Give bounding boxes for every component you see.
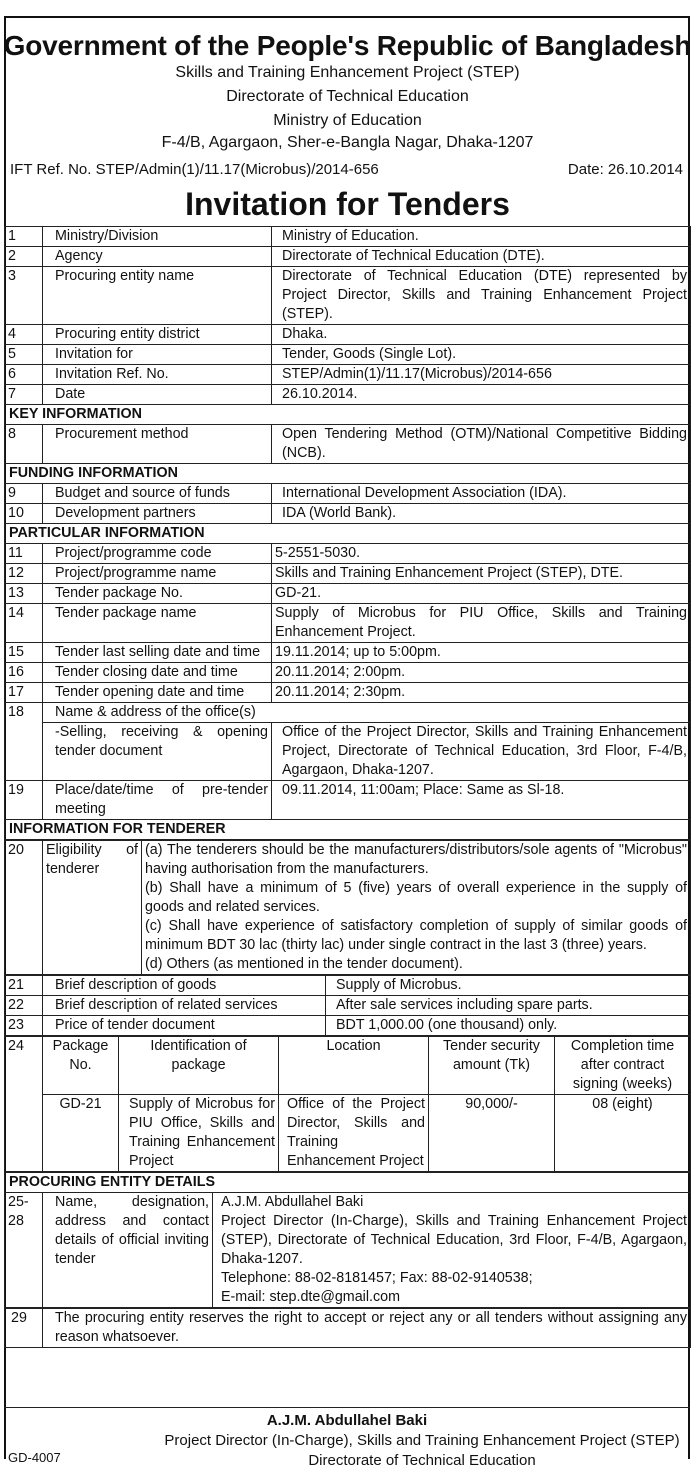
notice-date: Date: 26.10.2014	[567, 161, 683, 178]
row-value: IDA (World Bank).	[272, 504, 691, 524]
row-label: Agency	[43, 247, 272, 267]
row-value: Tender, Goods (Single Lot).	[272, 345, 691, 365]
table-row	[5, 604, 691, 643]
column-header: Completion time after contract signing (weeks)	[555, 1037, 691, 1095]
serial-number: 19	[5, 781, 43, 820]
row-value: 19.11.2014; up to 5:00pm.	[272, 643, 691, 663]
row-label: Project/programme name	[43, 564, 272, 584]
eligibility-item: (b) Shall have a minimum of 5 (five) years of overall experience in the supply of goods and related services.	[145, 880, 687, 915]
table-row	[5, 267, 691, 325]
row-label: Invitation Ref. No.	[43, 365, 272, 385]
table-row	[5, 584, 691, 604]
row-value: Office of the Project Director, Skills and Training Enhancement Project, Directorate of Technical Education, 3rd Floor, F-4/B, Agargaon, Dhaka-1207.	[272, 723, 691, 781]
row-label: Brief description of related services	[43, 996, 326, 1016]
table-row	[5, 976, 691, 996]
serial-number: 17	[5, 683, 43, 703]
notice-title: Government of the People's Republic of Bangladesh	[3, 30, 692, 61]
official-address: Project Director (In-Charge), Skills and Training Enhancement Project (STEP), Directorate of Technical Education, 3rd Floor, F-4/B, Agargaon, Dhaka-1207.	[221, 1213, 688, 1267]
row-value: The procuring entity reserves the right to accept or reject any or all tenders without assigning any reason whatsoever.	[43, 1309, 691, 1348]
serial-number: 10	[5, 504, 43, 524]
serial-number: 3	[5, 267, 43, 325]
section-header: PROCURING ENTITY DETAILS	[5, 1173, 691, 1193]
serial-number: 9	[5, 484, 43, 504]
section-title: INFORMATION FOR TENDERER	[5, 820, 691, 840]
row-value: 09.11.2014, 11:00am; Place: Same as Sl-18.	[272, 781, 691, 820]
row-value: Supply of Microbus for PIU Office, Skills and Training Enhancement Project.	[272, 604, 691, 643]
eligibility-item: (d) Others (as mentioned in the tender document).	[145, 956, 463, 972]
table-cell: 08 (eight)	[555, 1095, 691, 1172]
serial-number: 14	[5, 604, 43, 643]
tender-table	[4, 226, 690, 1348]
table-row	[5, 996, 691, 1016]
serial-number: 23	[5, 1016, 43, 1036]
row-value: Directorate of Technical Education (DTE).	[272, 247, 691, 267]
table-row	[5, 841, 691, 975]
row-label: Development partners	[43, 504, 272, 524]
directorate-name: Directorate of Technical Education	[226, 88, 469, 105]
row-value: Dhaka.	[272, 325, 691, 345]
row-label: Price of tender document	[43, 1016, 326, 1036]
goods-table	[4, 975, 691, 1036]
serial-number: 8	[5, 425, 43, 464]
serial-number: 15	[5, 643, 43, 663]
procuring-table	[4, 1172, 691, 1308]
row-label: Tender package No.	[43, 584, 272, 604]
row-value: After sale services including spare parts.	[326, 996, 691, 1016]
row-label: Tender closing date and time	[43, 663, 272, 683]
row-sub-label: -Selling, receiving & opening tender document	[43, 723, 272, 781]
section-title: PARTICULAR INFORMATION	[5, 524, 691, 544]
serial-number: 22	[5, 996, 43, 1016]
table-row	[5, 1037, 691, 1095]
row-label: Procuring entity name	[43, 267, 272, 325]
column-header: Location	[279, 1037, 429, 1095]
row-label: Tender package name	[43, 604, 272, 643]
serial-number: 20	[5, 841, 43, 975]
signature-block	[4, 1407, 690, 1469]
row-label: Invitation for	[43, 345, 272, 365]
serial-number: 5	[5, 345, 43, 365]
eligibility-table	[4, 840, 691, 975]
row-value: 26.10.2014.	[272, 385, 691, 405]
section-header	[5, 524, 691, 544]
section-title: KEY INFORMATION	[5, 405, 691, 425]
row-label: Project/programme code	[43, 544, 272, 564]
row-value: STEP/Admin(1)/11.17(Microbus)/2014-656	[272, 365, 691, 385]
table-row	[5, 1016, 691, 1036]
row-value: Directorate of Technical Education (DTE) represented by Project Director, Skills and Training Enhancement Project (STEP).	[272, 267, 691, 325]
table-row	[5, 643, 691, 663]
serial-number: 29	[5, 1309, 43, 1348]
serial-number: 16	[5, 663, 43, 683]
official-phone: Telephone: 88-02-8181457; Fax: 88-02-9140538;	[221, 1270, 533, 1286]
row-label: Ministry/Division	[43, 227, 272, 247]
package-table	[4, 1036, 691, 1172]
row-label: Date	[43, 385, 272, 405]
row-value: 20.11.2014; 2:30pm.	[272, 683, 691, 703]
section-title: FUNDING INFORMATION	[5, 464, 691, 484]
table-row	[5, 683, 691, 703]
row-label: Budget and source of funds	[43, 484, 272, 504]
table-row	[5, 385, 691, 405]
serial-number: 18	[5, 703, 43, 781]
row-label: Brief description of goods	[43, 976, 326, 996]
serial-number: 25-28	[5, 1193, 43, 1308]
table-row	[5, 544, 691, 564]
footer-code: GD-4007	[8, 1450, 61, 1465]
row-value: BDT 1,000.00 (one thousand) only.	[326, 1016, 691, 1036]
serial-number: 11	[5, 544, 43, 564]
contact-details	[213, 1193, 691, 1308]
column-header: Tender security amount (Tk)	[429, 1037, 555, 1095]
table-row	[5, 484, 691, 504]
table-row	[5, 227, 691, 247]
row-value: 5-2551-5030.	[272, 544, 691, 564]
table-row	[5, 723, 691, 781]
serial-number: 2	[5, 247, 43, 267]
table-row	[5, 325, 691, 345]
eligibility-item: (a) The tenderers should be the manufacturers/distributors/sole agents of "Microbus" having authorisation from the manufacturers.	[145, 842, 687, 877]
serial-number: 6	[5, 365, 43, 385]
table-row	[5, 564, 691, 584]
row-label: Tender last selling date and time	[43, 643, 272, 663]
row-label: Procuring entity district	[43, 325, 272, 345]
table-row	[5, 504, 691, 524]
serial-number: 4	[5, 325, 43, 345]
row-value: Supply of Microbus.	[326, 976, 691, 996]
table-cell: GD-21	[43, 1095, 119, 1172]
table-row	[5, 1193, 691, 1308]
row-label: Name, designation, address and contact details of official inviting tender	[43, 1193, 213, 1308]
row-value: GD-21.	[272, 584, 691, 604]
serial-number: 7	[5, 385, 43, 405]
project-name: Skills and Training Enhancement Project (STEP)	[175, 64, 520, 81]
table-row	[5, 247, 691, 267]
official-name: A.J.M. Abdullahel Baki	[221, 1194, 364, 1210]
office-address: F-4/B, Agargaon, Sher-e-Bangla Nagar, Dhaka-1207	[161, 134, 534, 151]
serial-number: 12	[5, 564, 43, 584]
table-row	[5, 781, 691, 820]
eligibility-list	[142, 841, 691, 975]
row-value: Skills and Training Enhancement Project (STEP), DTE.	[272, 564, 691, 584]
table-row	[5, 663, 691, 683]
tender-table-part-a	[4, 226, 691, 840]
table-cell: Supply of Microbus for PIU Office, Skills and Training Enhancement Project	[119, 1095, 279, 1172]
row-label: Tender opening date and time	[43, 683, 272, 703]
row-label: Eligibility of tenderer	[43, 841, 142, 975]
row-label: Place/date/time of pre-tender meeting	[43, 781, 272, 820]
signatory-name: A.J.M. Abdullahel Baki	[266, 1412, 428, 1429]
serial-number: 1	[5, 227, 43, 247]
serial-number: 13	[5, 584, 43, 604]
ift-reference: IFT Ref. No. STEP/Admin(1)/11.17(Microbus)/2014-656	[10, 161, 379, 178]
table-row	[5, 425, 691, 464]
signatory-office: Directorate of Technical Education	[308, 1452, 536, 1469]
serial-number: 21	[5, 976, 43, 996]
section-header	[5, 820, 691, 840]
table-row	[5, 703, 691, 723]
eligibility-item: (c) Shall have experience of satisfactory completion of supply of similar goods of minimum BDT 30 lac (thirty lac) under single contract in the last 3 (three) years.	[145, 918, 687, 953]
serial-number: 24	[5, 1037, 43, 1172]
row-label: Name & address of the office(s)	[43, 703, 691, 723]
table-cell: 90,000/-	[429, 1095, 555, 1172]
page-heading: Invitation for Tenders	[185, 186, 510, 222]
section-header	[5, 464, 691, 484]
table-row	[5, 1095, 691, 1172]
ministry-name: Ministry of Education	[273, 112, 422, 129]
signatory-designation: Project Director (In-Charge), Skills and Training Enhancement Project (STEP)	[164, 1432, 680, 1449]
column-header: Identification of package	[119, 1037, 279, 1095]
table-row	[5, 345, 691, 365]
row-value: 20.11.2014; 2:00pm.	[272, 663, 691, 683]
table-row	[5, 365, 691, 385]
row-label: Procurement method	[43, 425, 272, 464]
row-value: Open Tendering Method (OTM)/National Competitive Bidding (NCB).	[272, 425, 691, 464]
reservation-table	[4, 1308, 691, 1348]
row-value: Ministry of Education.	[272, 227, 691, 247]
table-cell: Office of the Project Director, Skills and Training Enhancement Project	[279, 1095, 429, 1172]
row-value: International Development Association (IDA).	[272, 484, 691, 504]
table-row	[5, 1309, 691, 1348]
column-header: Package No.	[43, 1037, 119, 1095]
section-header	[5, 405, 691, 425]
official-email: E-mail: step.dte@gmail.com	[221, 1289, 400, 1305]
